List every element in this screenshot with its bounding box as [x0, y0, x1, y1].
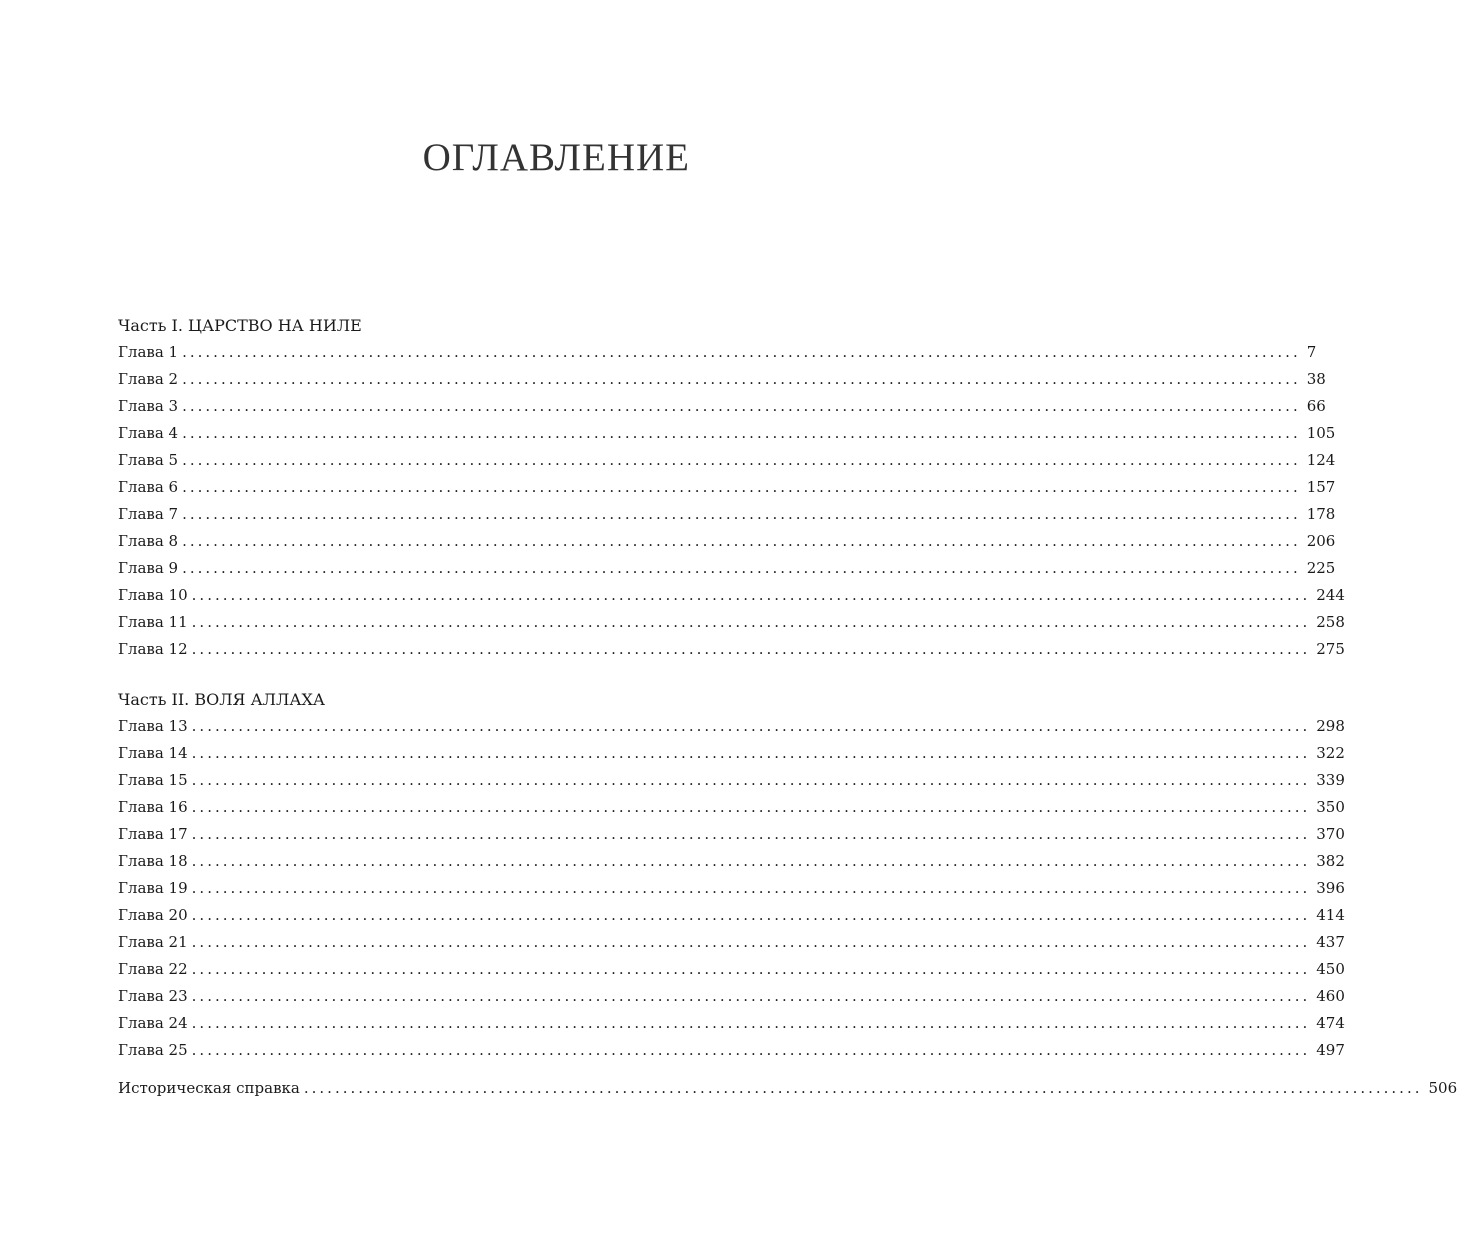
dot-leader: ................................................................................................................................................: [182, 559, 1301, 577]
dot-leader: ................................................................................................................................................: [191, 771, 1311, 789]
toc-row-chapter-15[interactable]: [118, 767, 1345, 794]
page-number: 275: [1316, 640, 1345, 658]
toc-row-chapter-20[interactable]: [118, 902, 1345, 929]
chapter-label: Глава 4: [118, 424, 179, 442]
page-number: 105: [1306, 424, 1336, 442]
dot-leader: ................................................................................................................................................: [191, 960, 1311, 978]
page-number: 497: [1316, 1041, 1345, 1059]
toc-row-chapter-18[interactable]: [118, 848, 1345, 875]
page-number: 244: [1316, 586, 1345, 604]
toc-row-chapter-4[interactable]: [118, 420, 1336, 447]
toc-row-chapter-17[interactable]: [118, 821, 1345, 848]
toc-row-chapter-19[interactable]: [118, 875, 1345, 902]
page-number: 474: [1316, 1014, 1345, 1032]
chapter-label: Глава 7: [118, 505, 179, 523]
toc-row-chapter-3[interactable]: [118, 393, 1326, 420]
chapter-label: Глава 13: [118, 717, 188, 735]
chapter-label: Глава 9: [118, 559, 179, 577]
chapter-label: Глава 25: [118, 1041, 188, 1059]
chapter-label: Глава 10: [118, 586, 188, 604]
dot-leader: ................................................................................................................................................: [191, 798, 1311, 816]
dot-leader: ................................................................................................................................................: [182, 451, 1301, 469]
dot-leader: ................................................................................................................................................: [191, 640, 1311, 658]
page-number: 225: [1306, 559, 1336, 577]
chapter-label: Глава 24: [118, 1014, 188, 1032]
part-2-heading: Часть II. ВОЛЯ АЛЛАХА: [118, 690, 326, 709]
page-number: 66: [1306, 397, 1326, 415]
chapter-label: Глава 11: [118, 613, 188, 631]
chapter-label: Глава 21: [118, 933, 188, 951]
dot-leader: ................................................................................................................................................: [191, 906, 1311, 924]
page-number: 506: [1428, 1079, 1457, 1097]
toc-row-chapter-2[interactable]: [118, 366, 1326, 393]
dot-leader: ................................................................................................................................................: [191, 744, 1311, 762]
toc-row-chapter-14[interactable]: [118, 740, 1345, 767]
chapter-label: Глава 15: [118, 771, 188, 789]
page-number: 350: [1316, 798, 1345, 816]
dot-leader: ................................................................................................................................................: [191, 613, 1311, 631]
chapter-label: Глава 1: [118, 343, 179, 361]
toc-row-chapter-1[interactable]: [118, 339, 1317, 366]
chapter-label: Глава 8: [118, 532, 179, 550]
toc-row-chapter-13[interactable]: [118, 713, 1345, 740]
chapter-label: Глава 12: [118, 640, 188, 658]
dot-leader: ................................................................................................................................................: [182, 532, 1301, 550]
chapter-label: Глава 19: [118, 879, 188, 897]
toc-row-chapter-8[interactable]: [118, 528, 1336, 555]
afterword-label: Историческая справка: [118, 1079, 300, 1097]
dot-leader: ................................................................................................................................................: [191, 1014, 1311, 1032]
chapter-label: Глава 6: [118, 478, 179, 496]
chapter-label: Глава 23: [118, 987, 188, 1005]
page-number: 38: [1306, 370, 1326, 388]
dot-leader: ................................................................................................................................................: [191, 879, 1311, 897]
dot-leader: ................................................................................................................................................: [191, 717, 1311, 735]
dot-leader: ................................................................................................................................................: [191, 825, 1311, 843]
toc-row-chapter-24[interactable]: [118, 1010, 1345, 1037]
toc-row-chapter-7[interactable]: [118, 501, 1336, 528]
dot-leader: ................................................................................................................................................: [191, 933, 1311, 951]
toc-row-chapter-23[interactable]: [118, 983, 1345, 1010]
dot-leader: ................................................................................................................................................: [182, 397, 1301, 415]
toc-row-chapter-9[interactable]: [118, 555, 1336, 582]
chapter-label: Глава 5: [118, 451, 179, 469]
page-number: 396: [1316, 879, 1345, 897]
page-number: 450: [1316, 960, 1345, 978]
page-number: 437: [1316, 933, 1345, 951]
chapter-label: Глава 16: [118, 798, 188, 816]
chapter-label: Глава 18: [118, 852, 188, 870]
chapter-label: Глава 20: [118, 906, 188, 924]
chapter-label: Глава 3: [118, 397, 179, 415]
toc-row-chapter-22[interactable]: [118, 956, 1345, 983]
chapter-label: Глава 14: [118, 744, 188, 762]
page-number: 258: [1316, 613, 1345, 631]
page-number: 339: [1316, 771, 1345, 789]
page-number: 206: [1306, 532, 1336, 550]
page-title: ОГЛАВЛЕНИЕ: [422, 136, 690, 179]
toc-row-historical-note[interactable]: [118, 1075, 1457, 1102]
page-number: 370: [1316, 825, 1345, 843]
dot-leader: ................................................................................................................................................: [191, 987, 1311, 1005]
dot-leader: ................................................................................................................................................: [182, 370, 1301, 388]
page-number: 322: [1316, 744, 1345, 762]
chapter-label: Глава 17: [118, 825, 188, 843]
toc-row-chapter-10[interactable]: [118, 582, 1345, 609]
afterword-section: [118, 1075, 1457, 1102]
dot-leader: ................................................................................................................................................: [182, 478, 1301, 496]
part-2-section: [118, 686, 1345, 1064]
page-number: 414: [1316, 906, 1345, 924]
toc-row-chapter-11[interactable]: [118, 609, 1345, 636]
toc-row-chapter-5[interactable]: [118, 447, 1336, 474]
page-number: 157: [1306, 478, 1336, 496]
page-number: 382: [1316, 852, 1345, 870]
dot-leader: ................................................................................................................................................: [182, 505, 1301, 523]
page-number: 298: [1316, 717, 1345, 735]
toc-row-chapter-16[interactable]: [118, 794, 1345, 821]
page-number: 7: [1306, 343, 1317, 361]
dot-leader: ................................................................................................................................................: [191, 852, 1311, 870]
dot-leader: ................................................................................................................................................: [182, 424, 1301, 442]
part-1-section: [118, 312, 1345, 663]
page-number: 124: [1306, 451, 1336, 469]
part-1-heading: Часть I. ЦАРСТВО НА НИЛЕ: [118, 316, 362, 335]
dot-leader: ................................................................................................................................................: [303, 1079, 1423, 1097]
dot-leader: ................................................................................................................................................: [191, 586, 1311, 604]
chapter-label: Глава 22: [118, 960, 188, 978]
toc-row-chapter-6[interactable]: [118, 474, 1336, 501]
page-number: 460: [1316, 987, 1345, 1005]
dot-leader: ................................................................................................................................................: [182, 343, 1301, 361]
toc-row-chapter-21[interactable]: [118, 929, 1345, 956]
toc-row-chapter-12[interactable]: [118, 636, 1345, 663]
page-number: 178: [1306, 505, 1336, 523]
dot-leader: ................................................................................................................................................: [191, 1041, 1311, 1059]
chapter-label: Глава 2: [118, 370, 179, 388]
toc-row-chapter-25[interactable]: [118, 1037, 1345, 1064]
